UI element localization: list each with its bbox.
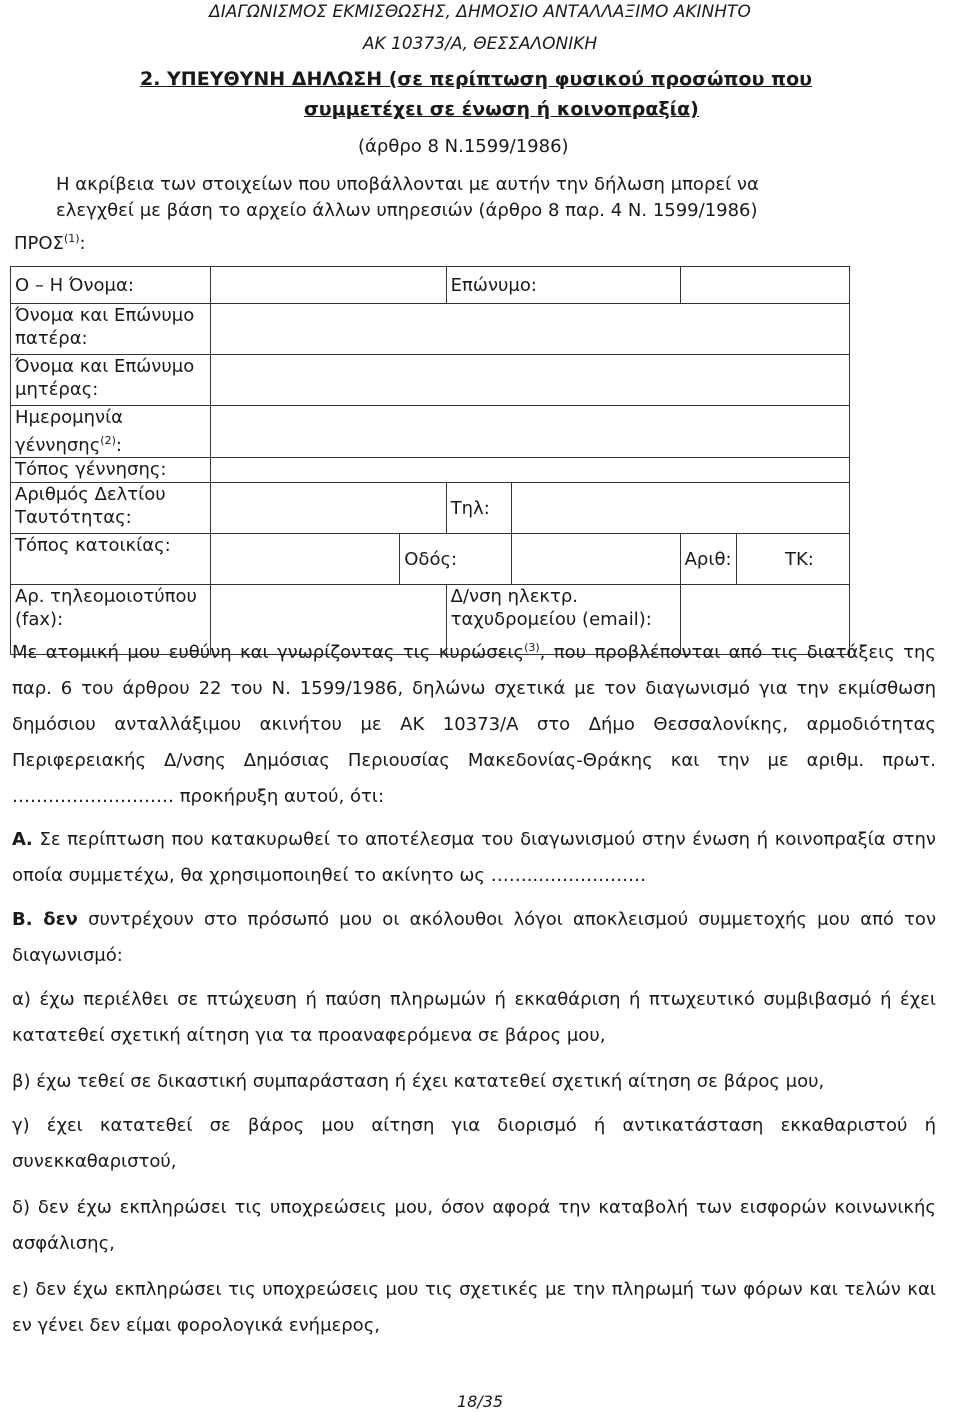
surname-label: Επώνυμο:	[446, 267, 680, 304]
phone-label: Τηλ:	[446, 483, 512, 534]
page-number: 18/35	[456, 1392, 504, 1411]
birth-place-label: Τόπος γέννησης:	[11, 458, 211, 483]
residence-label: Τόπος κατοικίας:	[11, 534, 211, 585]
accuracy-note-line1: Η ακρίβεια των στοιχείων που υποβάλλονται με αυτήν την δήλωση μπορεί να	[56, 174, 759, 195]
sub-item-b: β) έχω τεθεί σε δικαστική συμπαράσταση ή έχει κατατεθεί σχετική αίτηση σε βάρος μου,	[12, 1071, 825, 1092]
phone-field[interactable]	[512, 483, 850, 534]
residence-field[interactable]	[210, 534, 400, 585]
header-line2: ΑΚ 10373/Α, ΘΕΣΣΑΛΟΝΙΚΗ	[362, 34, 598, 54]
sub-item-a: α) έχω περιέλθει σε πτώχευση ή παύση πληρωμών ή εκκαθάριση ή πτωχευτικό συμβιβασμό ή έχει κατατεθεί σχετική αίτηση για τα προαναφερόμενα σε βάρος μου,	[12, 989, 936, 1046]
birth-date-field[interactable]	[210, 406, 849, 458]
sub-item-c: γ) έχει κατατεθεί σε βάρος μου αίτηση για διορισμό ή αντικατάσταση εκκαθαριστού ή συνεκκαθαριστού,	[12, 1115, 936, 1172]
mother-name-field[interactable]	[210, 355, 849, 406]
postcode-label: ΤΚ:	[737, 534, 850, 585]
father-name-field[interactable]	[210, 304, 849, 355]
header-line1: ΔΙΑΓΩΝΙΣΜΟΣ ΕΚΜΙΣΘΩΣΗΣ, ΔΗΜΟΣΙΟ ΑΝΤΑΛΛΑΞΙΜΟ ΑΚΙΝΗΤΟ	[209, 2, 751, 22]
article-ref: (άρθρο 8 Ν.1599/1986)	[358, 136, 569, 157]
id-card-field[interactable]	[210, 483, 446, 534]
sub-item-e: ε) δεν έχω εκπληρώσει τις υποχρεώσεις μου τις σχετικές με την πληρωμή των φόρων και τελών και εν γένει δεν είμαι φορολογικά ενήμερος,	[12, 1279, 936, 1336]
to-label: ΠΡΟΣ$^{(1)}$:	[14, 232, 86, 254]
title-line2: συμμετέχει σε ένωση ή κοινοπραξία)	[304, 98, 699, 120]
declaration-paragraph: Με ατομική μου ευθύνη και γνωρίζοντας τις κυρώσεις$^{(3)}$, που προβλέπονται από τις διατάξεις της παρ. 6 του άρθρου 22 του Ν. 1599/1986, δηλώνω σχετικά με τον διαγωνισμό για την εκμίσθωση δημόσιου ανταλλάξιμου ακινήτου με ΑΚ 10373/Α στο Δήμο Θεσσαλονίκης, αρμοδιότητας Περιφερειακής Δ/νσης Δημόσιας Περιουσίας Μακεδονίας-Θράκης και την με αριθμ. πρωτ. ……………………… προκήρυξη αυτού, ότι:	[12, 641, 936, 807]
first-name-field[interactable]	[210, 267, 446, 304]
father-name-label: Όνομα και Επώνυμο πατέρα:	[11, 304, 211, 355]
number-label: Αριθ:	[680, 534, 736, 585]
street-field[interactable]	[512, 534, 680, 585]
item-b: Β. δεν συντρέχουν στο πρόσωπό μου οι ακόλουθοι λόγοι αποκλεισμού συμμετοχής μου από τον διαγωνισμό:	[12, 909, 936, 966]
fax-label: Αρ. τηλεομοιοτύπου (fax):	[11, 585, 211, 655]
mother-name-label: Όνομα και Επώνυμο μητέρας:	[11, 355, 211, 406]
first-name-label: Ο – Η Όνομα:	[11, 267, 211, 304]
sub-item-d: δ) δεν έχω εκπληρώσει τις υποχρεώσεις μου, όσον αφορά την καταβολή των εισφορών κοινωνικής ασφάλισης,	[12, 1197, 936, 1254]
street-label: Οδός:	[400, 534, 512, 585]
title-line1: 2. ΥΠΕΥΘΥΝΗ ΔΗΛΩΣΗ (σε περίπτωση φυσικού προσώπου που	[140, 68, 812, 90]
personal-details-form	[10, 266, 850, 655]
id-card-label: Αριθμός Δελτίου Ταυτότητας:	[11, 483, 211, 534]
email-label: Δ/νση ηλεκτρ. ταχυδρομείου (email):	[446, 585, 680, 655]
birth-place-field[interactable]	[210, 458, 849, 483]
item-a: Α. Σε περίπτωση που κατακυρωθεί το αποτέλεσμα του διαγωνισμού στην ένωση ή κοινοπραξία στην οποία συμμετέχω, θα χρησιμοποιηθεί το ακίνητο ως ……..………………	[12, 829, 936, 886]
birth-date-label: Ημερομηνία γέννησης$^{(2)}$:	[11, 406, 211, 458]
surname-field[interactable]	[680, 267, 849, 304]
accuracy-note-line2: ελεγχθεί με βάση το αρχείο άλλων υπηρεσιών (άρθρο 8 παρ. 4 Ν. 1599/1986)	[56, 200, 758, 221]
